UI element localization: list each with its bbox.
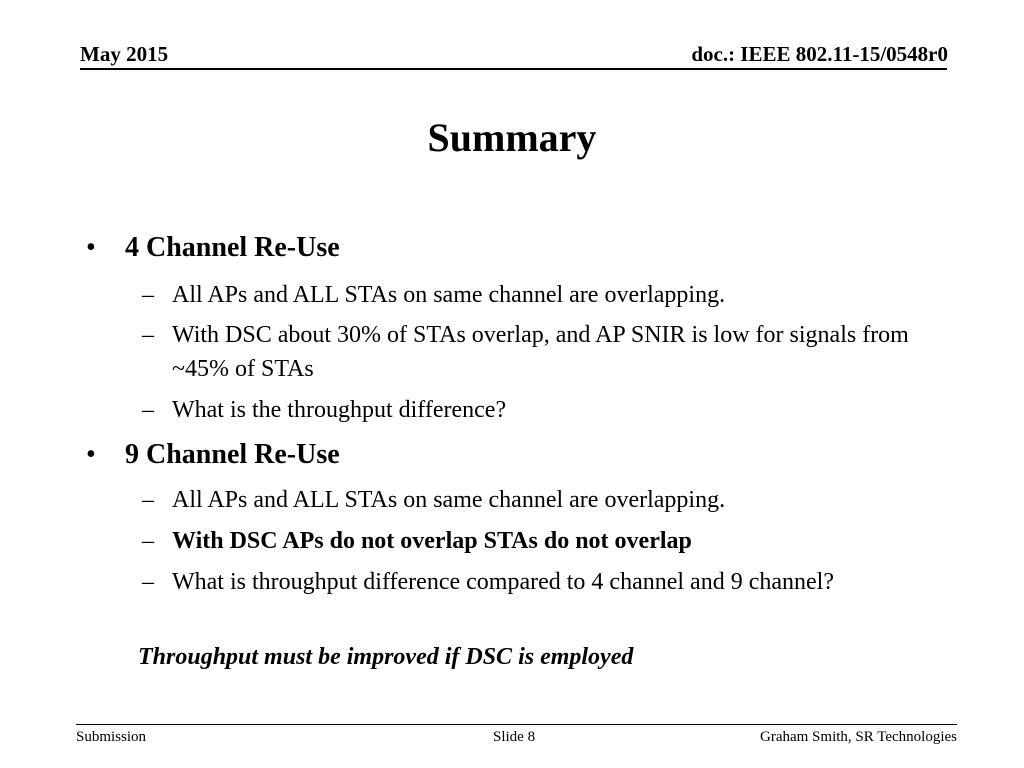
list-item-text-bold: With DSC APs do not overlap STAs do not overlap [172,528,692,554]
dash-icon: – [142,528,154,554]
list-item-text: What is throughput difference compared to 4 channel and 9 channel? [172,569,834,595]
conclusion-note: Throughput must be improved if DSC is employed [138,644,634,670]
bullet-icon: • [86,232,96,263]
slide-title: Summary [427,115,597,160]
dash-icon: – [142,322,154,348]
section-heading-text: 4 Channel Re-Use [125,232,340,263]
list-item-text: What is the throughput difference? [172,397,507,423]
header-date: May 2015 [80,42,169,66]
section-heading-text: 9 Channel Re-Use [125,439,340,470]
list-item-text: All APs and ALL STAs on same channel are overlapping. [172,282,726,308]
dash-icon: – [142,282,154,308]
dash-icon: – [142,569,154,595]
dash-icon: – [142,487,154,513]
header-divider [80,68,947,70]
dash-icon: – [142,397,154,423]
bullet-icon: • [86,439,96,470]
footer-slide-number: Slide 8 [493,729,536,745]
footer-submission: Submission [76,729,147,745]
header-doc-id: doc.: IEEE 802.11-15/0548r0 [691,42,948,66]
footer-author: Graham Smith, SR Technologies [760,729,957,745]
list-item-text: All APs and ALL STAs on same channel are overlapping. [172,487,726,513]
list-item-text: With DSC about 30% of STAs overlap, and AP SNIR is low for signals from ~45% of STAs [172,322,909,382]
footer-divider [76,724,957,725]
